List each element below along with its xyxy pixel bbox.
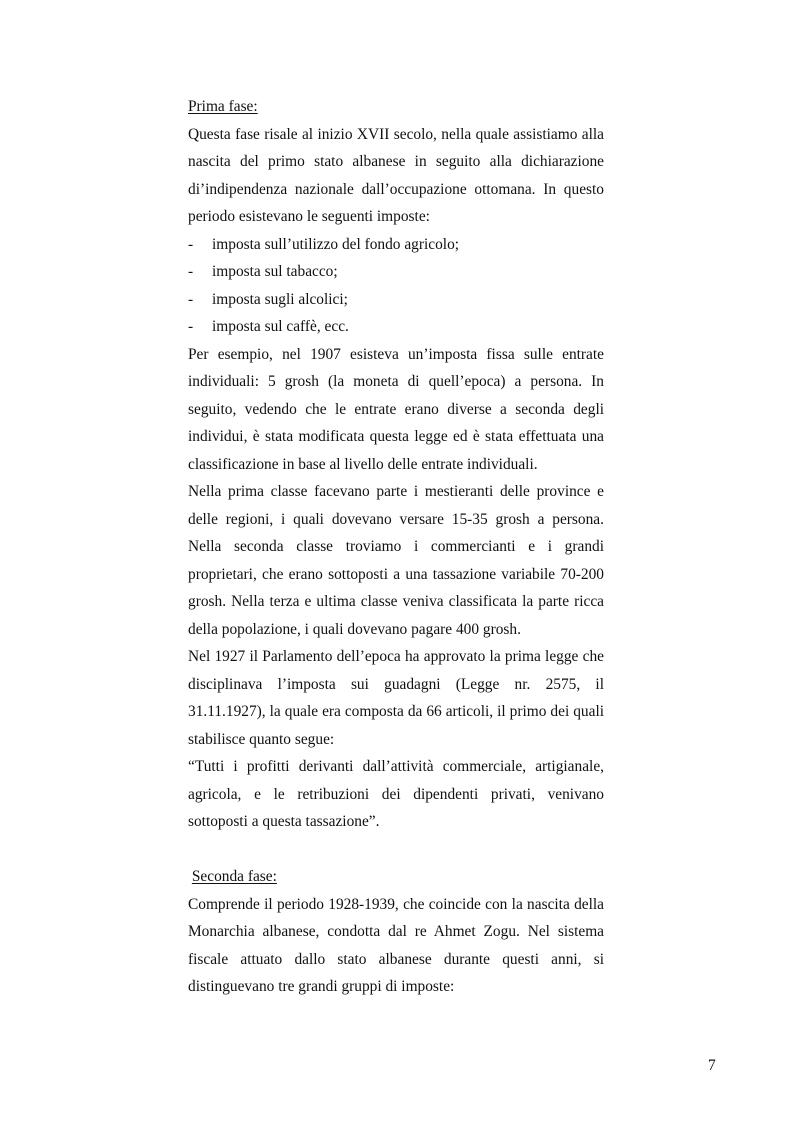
paragraph-classes: Nella prima classe facevano parte i mestieranti delle province e delle regioni, i quali dovevano versare 15-35 grosh a persona. Nella seconda classe troviamo i commercianti e i grandi proprietari, che erano sottoposti a una tassazione variabile 70-200 grosh. Nella terza e ultima classe veniva classificata la parte ricca della popolazione, i quali dovevano pagare 400 grosh. [188,483,604,638]
list-bullet: - [188,263,194,280]
list-bullet: - [188,235,194,253]
text-column [188,93,604,1001]
section-spacer [188,836,604,864]
list-item-text: imposta sul tabacco; [212,263,338,280]
list-bullet: - [188,290,194,308]
paragraph-monarchy: Comprende il periodo 1928-1939, che coincide con la nascita della Monarchia albanese, condotta dal re Ahmet Zogu. Nel sistema fiscale attuato dallo stato albanese durante questi anni, si distinguevano tre grandi gruppi di imposte: [188,895,604,995]
law-quote: “Tutti i profitti derivanti dall’attività commerciale, artigianale, agricola, e le retribuzioni dei dipendenti privati, venivano sottoposti a questa tassazione”. [188,758,604,830]
list-item-text: imposta sugli alcolici; [212,290,348,308]
paragraph-1907-tax: Per esempio, nel 1907 esisteva un’imposta fissa sulle entrate individuali: 5 grosh (la moneta di quell’epoca) a persona. In seguito, vedendo che le entrate erano diverse a seconda degli individui, è stata modificata questa legge ed è stata effettuata una classificazione in base al livello delle entrate individuali. [188,345,604,473]
page-number: 7 [708,1057,716,1074]
list-item [188,286,604,314]
list-item [188,258,604,286]
list-item-text: imposta sul caffè, ecc. [212,318,349,335]
paragraph-1927-law: Nel 1927 il Parlamento dell’epoca ha approvato la prima legge che disciplinava l’imposta sui guadagni (Legge nr. 2575, il 31.11.1927), la quale era composta da 66 articoli, il primo dei quali stabilisce quanto segue: [188,648,604,748]
list-item [188,231,604,259]
section-heading-seconda-fase [188,863,604,891]
tax-list [188,231,604,341]
list-item-text: imposta sull’utilizzo del fondo agricolo; [212,235,460,253]
list-bullet: - [188,318,194,335]
section-heading-text: Prima fase: [188,98,258,115]
list-item [188,313,604,341]
paragraph-intro: Questa fase risale al inizio XVII secolo, nella quale assistiamo alla nascita del primo stato albanese in seguito alla dichiarazione di’indipendenza nazionale dall’occupazione ottomana. In questo periodo esistevano le seguenti imposte: [188,125,604,225]
section-heading-text: Seconda fase: [191,868,277,885]
section-heading-prima-fase [188,93,604,121]
